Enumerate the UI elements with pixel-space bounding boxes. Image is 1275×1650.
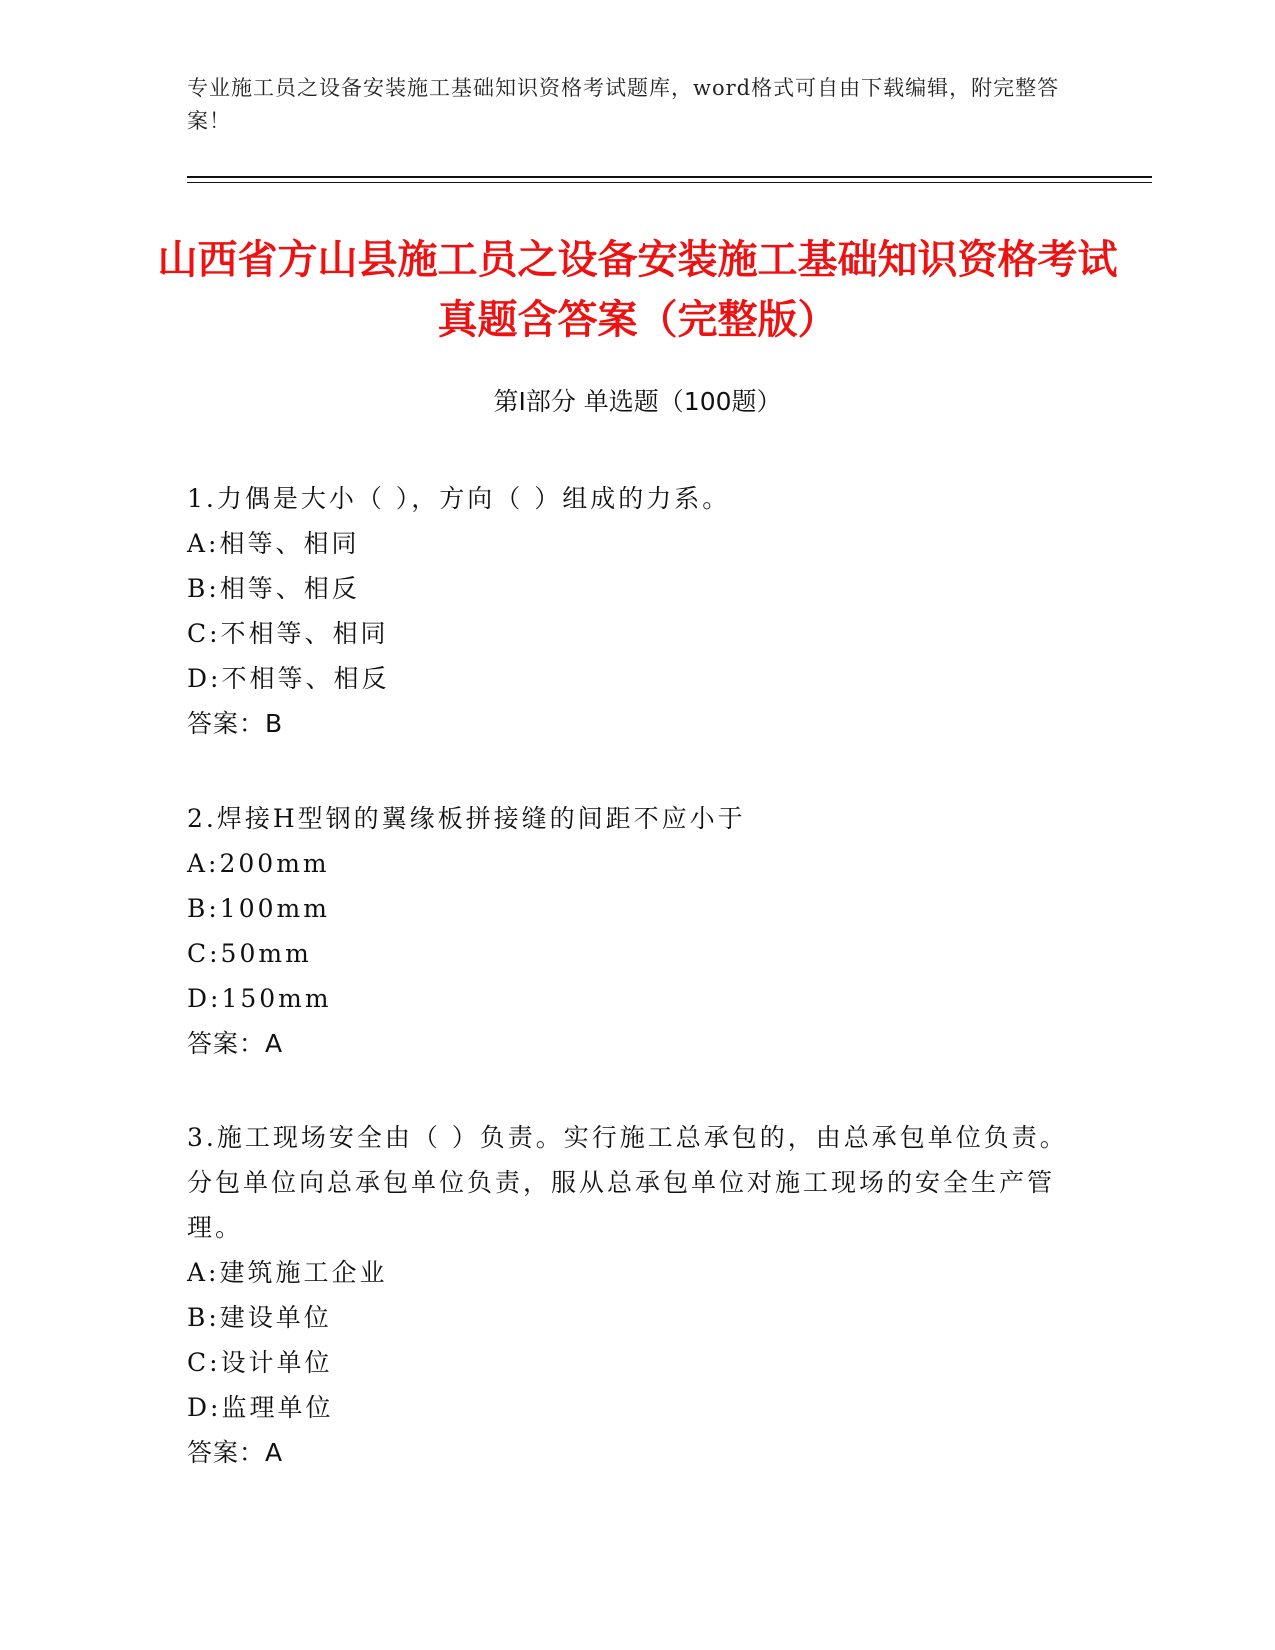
option-a: A:200mm bbox=[187, 849, 330, 878]
option-d: D:150mm bbox=[187, 984, 332, 1013]
question-item bbox=[187, 476, 1087, 746]
header-rule-thin bbox=[187, 182, 1152, 183]
question-text: 1.力偶是大小（ ），方向（ ）组成的力系。 bbox=[187, 484, 731, 513]
option-b: B:相等、相反 bbox=[187, 574, 360, 603]
option-d: D:监理单位 bbox=[187, 1393, 334, 1422]
option-b: B:建设单位 bbox=[187, 1303, 332, 1332]
question-text: 2.焊接H型钢的翼缘板拼接缝的间距不应小于 bbox=[187, 804, 746, 833]
option-d: D:不相等、相反 bbox=[187, 664, 390, 693]
option-b: B:100mm bbox=[187, 894, 330, 923]
question-item bbox=[187, 1115, 1087, 1475]
section-heading: 第Ⅰ部分 单选题（100题） bbox=[493, 387, 782, 416]
answer-line: 答案：B bbox=[187, 709, 284, 738]
option-c: C:设计单位 bbox=[187, 1348, 333, 1377]
option-a: A:相等、相同 bbox=[187, 529, 360, 558]
document-title: 山西省方山县施工员之设备安装施工基础知识资格考试真题含答案（完整版） bbox=[157, 237, 1118, 343]
header-note: 专业施工员之设备安装施工基础知识资格考试题库，word格式可自由下载编辑，附完整答案！ bbox=[187, 76, 1060, 133]
option-c: C:不相等、相同 bbox=[187, 619, 389, 648]
question-item bbox=[187, 796, 1087, 1066]
answer-line: 答案：A bbox=[187, 1029, 284, 1058]
question-text: 3.施工现场安全由（ ）负责。实行施工总承包的，由总承包单位负责。分包单位向总承包单位负责，服从总承包单位对施工现场的安全生产管理。 bbox=[187, 1123, 1068, 1242]
header-rule-thick bbox=[187, 176, 1152, 178]
option-c: C:50mm bbox=[187, 939, 312, 968]
answer-line: 答案：A bbox=[187, 1438, 284, 1467]
option-a: A:建筑施工企业 bbox=[187, 1258, 388, 1287]
